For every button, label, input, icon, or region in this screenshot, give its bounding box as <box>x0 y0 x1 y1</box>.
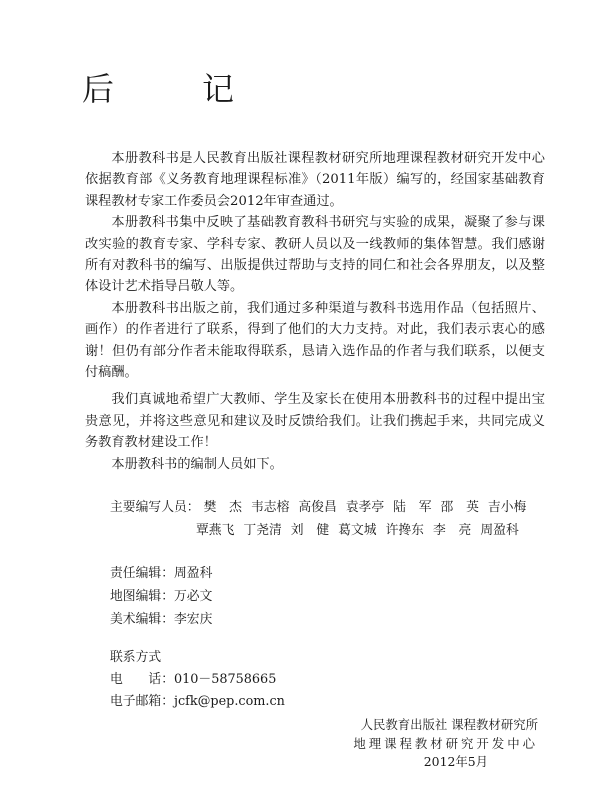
author-list <box>110 496 535 542</box>
signature-date: 2012年5月 <box>423 754 488 769</box>
phone-label: 电 话： <box>110 672 174 687</box>
afterword-body <box>85 148 545 475</box>
paragraph: 我们真诚地希望广大教师、学生及家长在使用本册教科书的过程中提出宝贵意见，并将这些意见和建议及时反馈给我们。让我们携起手来，共同完成义务教育教材建设工作！ <box>85 392 545 451</box>
contact-heading: 联系方式 <box>110 650 162 665</box>
author-name: 吉小梅 <box>487 500 527 515</box>
author-name: 陆 军 <box>393 500 432 515</box>
email-label: 电子邮箱： <box>110 694 174 709</box>
page-title: 后 记 <box>82 70 263 108</box>
author-name: 刘 健 <box>290 523 330 538</box>
author-name: 丁尧清 <box>243 523 282 538</box>
author-name: 覃燕飞 <box>196 523 235 538</box>
author-name: 袁孝亭 <box>345 500 385 515</box>
author-name: 邵 英 <box>440 500 479 515</box>
signature-block <box>353 716 538 772</box>
editor-list <box>110 562 212 631</box>
contact-info <box>110 647 285 713</box>
paragraph: 本册教科书出版之前，我们通过多种渠道与教科书选用作品（包括照片、画作）的作者进行了联系，得到了他们的大力支持。对此，我们表示衷心的感谢！但仍有部分作者未能取得联系，恳请入选作品的作者与我们联系，以便支付稿酬。 <box>85 300 545 381</box>
author-label: 主要编写人员： <box>110 500 200 515</box>
phone-line <box>110 669 285 691</box>
paragraph: 本册教科书是人民教育出版社课程教材研究所地理课程教材研究开发中心依据教育部《义务教育地理课程标准》（2011年版）编写的，经国家基础教育课程教材专家工作委员会2012年审查通过。 <box>85 151 545 209</box>
paragraph: 本册教科书的编制人员如下。 <box>111 456 283 472</box>
author-row <box>110 496 535 519</box>
art-editor: 美术编辑：李宏庆 <box>110 612 213 627</box>
author-name: 许搀东 <box>385 523 424 538</box>
author-name: 葛文城 <box>338 523 377 538</box>
paragraph: 本册教科书集中反映了基础教育教科书研究与实验的成果，凝聚了参与课改实验的教育专家、学科专家、教研人员以及一线教师的集体智慧。我们感谢所有对教科书的编写、出版提供过帮助与支持的同仁和社会各界朋友，以及整体设计艺术指导吕敬人等。 <box>85 215 545 295</box>
publisher-line: 人民教育出版社 课程教材研究所 <box>360 717 538 732</box>
author-name: 高俊昌 <box>298 500 337 515</box>
author-name: 樊 杰 <box>203 500 242 515</box>
email-address: jcfk@pep.com.cn <box>173 694 285 709</box>
responsible-editor: 责任编辑：周盈科 <box>110 566 213 581</box>
author-name: 周盈科 <box>480 523 519 538</box>
author-name: 李 亮 <box>432 523 472 538</box>
author-row <box>110 519 535 542</box>
map-editor: 地图编辑：万必文 <box>110 589 213 604</box>
phone-number: 010－58758665 <box>173 672 277 687</box>
center-line: 地理课程教材研究开发中心 <box>353 735 538 751</box>
author-name: 韦志榕 <box>250 500 290 515</box>
email-line <box>110 691 285 713</box>
